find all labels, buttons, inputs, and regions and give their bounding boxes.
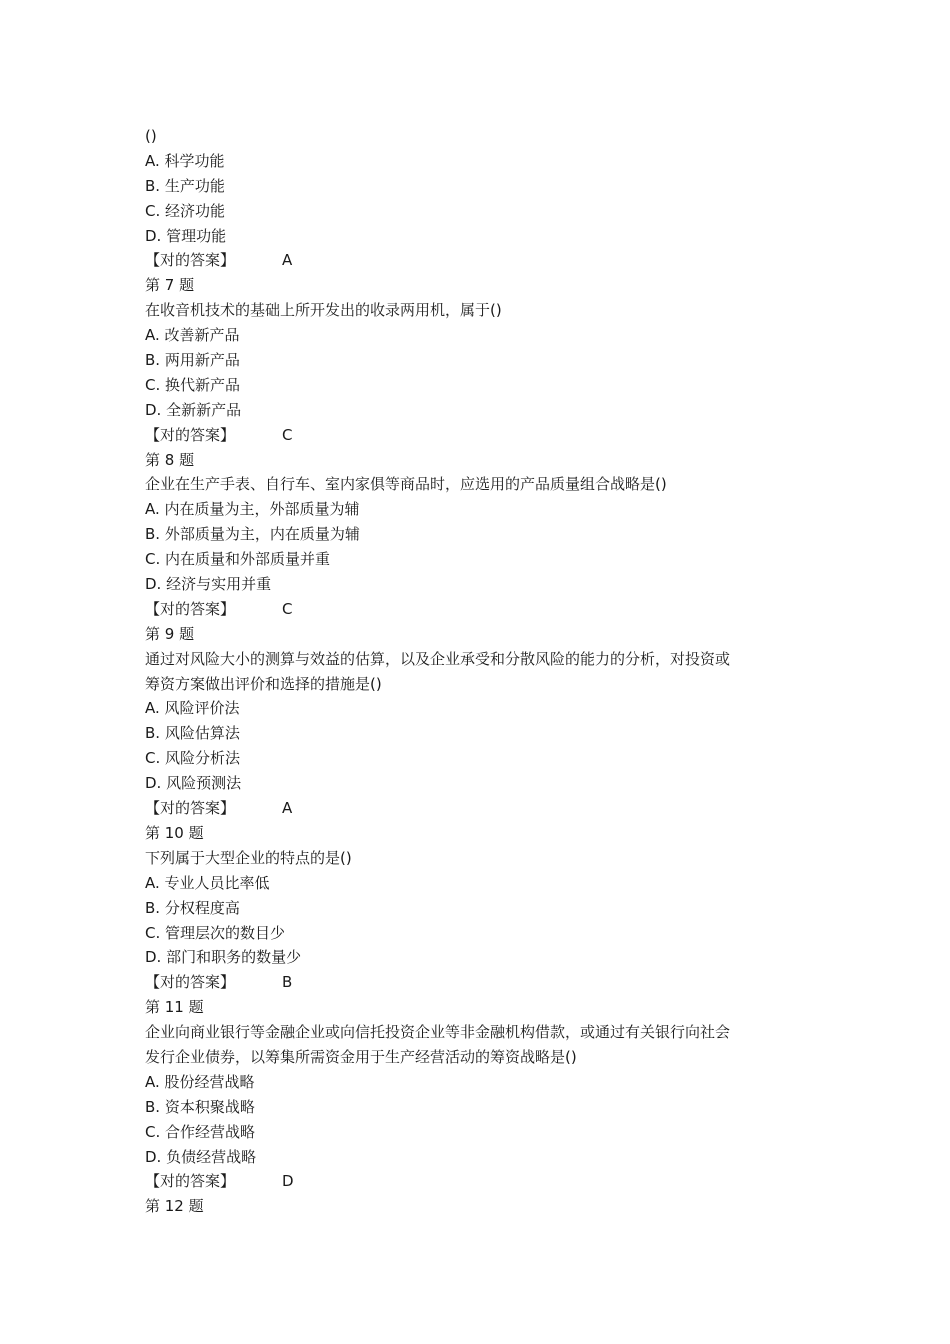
text-line: B. 外部质量为主，内在质量为辅 [145,525,360,544]
text-line: C. 风险分析法 [145,749,241,768]
answer-label: 【对的答案】 [145,251,236,270]
text-line: D. 全新新产品 [145,400,242,419]
text-line: 通过对风险大小的测算与效益的估算，以及企业承受和分散风险的能力的分析，对投资或 [145,649,731,668]
answer-value: B [282,973,293,992]
text-line: A. 股份经营战略 [145,1072,255,1091]
answer-line [145,597,815,622]
text-line: 发行企业债券，以筹集所需资金用于生产经营活动的筹资战略是() [145,1047,577,1066]
text-line: B. 分权程度高 [145,898,240,917]
answer-label: 【对的答案】 [145,1172,236,1191]
text-line: A. 科学功能 [145,151,225,170]
text-line: D. 管理功能 [145,226,227,245]
text-line: 第 12 题 [145,1197,204,1216]
text-line: 第 9 题 [145,624,195,643]
text-line: C. 合作经营战略 [145,1122,256,1141]
answer-value: D [282,1172,294,1191]
answer-value: A [282,251,293,270]
answer-label: 【对的答案】 [145,599,236,618]
text-line: C. 经济功能 [145,201,226,220]
answer-label: 【对的答案】 [145,799,236,818]
text-line: () [145,127,157,145]
answer-line [145,248,815,273]
text-line: 在收音机技术的基础上所开发出的收录两用机，属于() [145,301,502,320]
text-line: 第 7 题 [145,276,195,295]
text-line: B. 两用新产品 [145,351,240,370]
text-line: 第 10 题 [145,823,204,842]
text-line: D. 部门和职务的数量少 [145,948,302,967]
text-line: 第 8 题 [145,450,195,469]
text-line: B. 资本积聚战略 [145,1097,255,1116]
text-line: D. 负债经营战略 [145,1147,257,1166]
text-line: 第 11 题 [145,998,204,1017]
text-line: C. 换代新产品 [145,375,241,394]
text-line: A. 改善新产品 [145,326,240,345]
answer-line [145,796,815,821]
text-line: 企业向商业银行等金融企业或向信托投资企业等非金融机构借款，或通过有关银行向社会 [145,1023,731,1042]
text-line: C. 内在质量和外部质量并重 [145,550,331,569]
text-line: B. 生产功能 [145,176,225,195]
answer-line [145,423,815,448]
answer-value: C [282,425,293,444]
text-line: A. 内在质量为主，外部质量为辅 [145,500,360,519]
text-line: B. 风险估算法 [145,724,240,743]
text-line: C. 管理层次的数目少 [145,923,286,942]
text-line: 筹资方案做出评价和选择的措施是() [145,674,382,693]
answer-label: 【对的答案】 [145,973,236,992]
answer-label: 【对的答案】 [145,425,236,444]
document-body [145,124,815,1219]
answer-value: A [282,799,293,818]
text-line: A. 专业人员比率低 [145,873,270,892]
answer-line [145,970,815,995]
answer-value: C [282,599,293,618]
text-line: 下列属于大型企业的特点的是() [145,848,352,867]
text-line: D. 风险预测法 [145,774,242,793]
text-line: A. 风险评价法 [145,699,240,718]
text-line: D. 经济与实用并重 [145,575,272,594]
text-line: 企业在生产手表、自行车、室内家俱等商品时，应选用的产品质量组合战略是() [145,475,667,494]
answer-line [145,1169,815,1194]
